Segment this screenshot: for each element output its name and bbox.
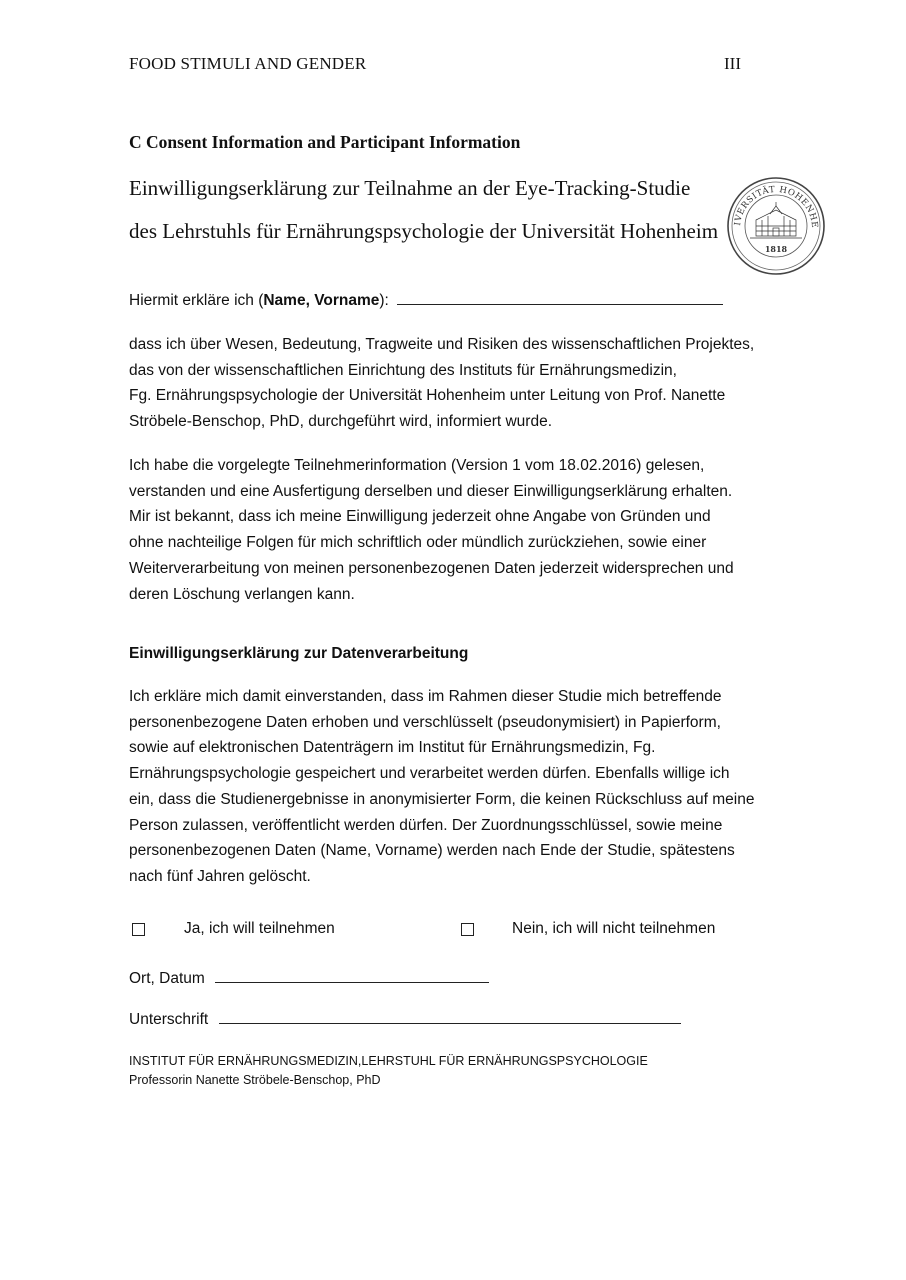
footer-institute-line: INSTITUT FÜR ERNÄHRUNGSMEDIZIN,LEHRSTUHL FÜR ERNÄHRUNGSPSYCHOLOGIE	[129, 1054, 648, 1068]
text-line: personenbezogene Daten erhoben und verschlüsselt (pseudonymisiert) in Papierform,	[129, 713, 721, 731]
text-line: Mir ist bekannt, dass ich meine Einwilligung jederzeit ohne Angabe von Gründen und	[129, 508, 711, 526]
paragraph-withdrawal	[129, 453, 809, 607]
name-field-prefix: Hiermit erkläre ich (	[129, 292, 264, 309]
text-line: ein, dass die Studienergebnisse in anonymisierter Form, die keinen Rückschluss auf meine	[129, 790, 755, 808]
paragraph-information	[129, 332, 809, 435]
text-line: Ernährungspsychologie gespeichert und verarbeitet werden dürfen. Ebenfalls willige ich	[129, 765, 730, 783]
text-line: deren Löschung verlangen kann.	[129, 585, 355, 603]
section-title: C Consent Information and Participant Information	[129, 132, 521, 152]
seal-year: 1818	[764, 244, 788, 254]
place-date-label: Ort, Datum	[129, 970, 205, 987]
signature-row	[129, 1009, 681, 1029]
text-line: Fg. Ernährungspsychologie der Universität Hohenheim unter Leitung von Prof. Nanette	[129, 387, 726, 405]
yes-option-label: Ja, ich will teilnehmen	[184, 920, 335, 937]
running-header-title: FOOD STIMULI AND GENDER	[129, 54, 367, 73]
text-line: Ich habe die vorgelegte Teilnehmerinformation (Version 1 vom 18.02.2016) gelesen,	[129, 457, 705, 474]
text-line: Ich erkläre mich damit einverstanden, dass im Rahmen dieser Studie mich betreffende	[129, 688, 722, 705]
text-line: das von der wissenschaftlichen Einrichtung des Instituts für Ernährungsmedizin,	[129, 361, 677, 379]
svg-text:UNIVERSITÄT HOHENHEIM	[726, 176, 819, 229]
name-field-bold-label: Name, Vorname	[263, 292, 380, 309]
paragraph-data-processing	[129, 684, 809, 890]
text-line: Ströbele-Benschop, PhD, durchgeführt wird, informiert wurde.	[129, 413, 553, 431]
text-line: verstanden und eine Ausfertigung derselben und dieser Einwilligungserklärung erhalten.	[129, 482, 733, 500]
text-line: dass ich über Wesen, Bedeutung, Tragweite und Risiken des wissenschaftlichen Projektes,	[129, 336, 755, 353]
yes-checkbox[interactable]	[132, 923, 145, 936]
no-option-label: Nein, ich will nicht teilnehmen	[512, 920, 716, 937]
name-field-row	[129, 290, 723, 310]
text-line: personenbezogenen Daten (Name, Vorname) werden nach Ende der Studie, spätestens	[129, 842, 735, 860]
place-date-input-line[interactable]	[215, 968, 489, 983]
name-input-line[interactable]	[397, 290, 723, 305]
place-date-row	[129, 968, 489, 988]
document-title-line-1: Einwilligungserklärung zur Teilnahme an der Eye-Tracking-Studie	[129, 176, 691, 200]
signature-label: Unterschrift	[129, 1011, 209, 1028]
signature-input-line[interactable]	[219, 1009, 681, 1024]
seal-text: IVERSITÄT HOHENHE	[733, 184, 820, 229]
text-line: nach fünf Jahren gelöscht.	[129, 867, 311, 885]
text-line: Weiterverarbeitung von meinen personenbezogenen Daten jederzeit widersprechen und	[129, 559, 734, 577]
no-checkbox[interactable]	[461, 923, 474, 936]
university-seal-logo	[726, 176, 826, 276]
name-field-suffix: ):	[379, 292, 389, 309]
document-title-line-2: des Lehrstuhls für Ernährungspsychologie der Universität Hohenheim	[129, 219, 719, 243]
institute-footer	[129, 1052, 648, 1090]
data-processing-heading: Einwilligungserklärung zur Datenverarbeitung	[129, 645, 469, 662]
text-line: ohne nachteilige Folgen für mich schriftlich oder mündlich zurückziehen, sowie einer	[129, 534, 707, 552]
page-number: III	[724, 54, 741, 73]
footer-professor-line: Professorin Nanette Ströbele-Benschop, PhD	[129, 1073, 381, 1087]
text-line: Person zulassen, veröffentlicht werden dürfen. Der Zuordnungsschlüssel, sowie meine	[129, 816, 723, 834]
text-line: sowie auf elektronischen Datenträgern im Institut für Ernährungsmedizin, Fg.	[129, 739, 656, 757]
